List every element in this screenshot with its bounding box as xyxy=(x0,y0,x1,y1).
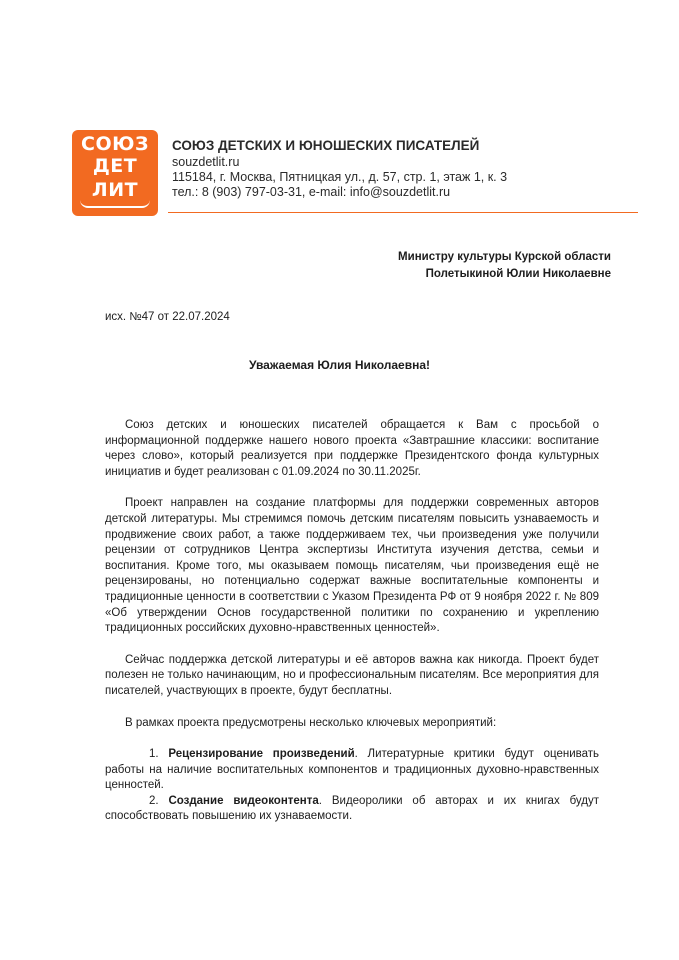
logo-line-1: СОЮЗ xyxy=(81,133,149,155)
paragraph-1: Союз детских и юношеских писателей обращается к Вам с просьбой о информационной поддержке нашего нового проекта «Завтрашние классики: воспитание через слово», который реализуется при поддержке Президентского фонда культурных инициатив и будет реализован с 01.09.2024 по 30.11.2025г. xyxy=(105,419,599,478)
list-item-title: Рецензирование произведений xyxy=(168,748,355,761)
letterhead-divider xyxy=(168,212,638,213)
org-name: СОЮЗ ДЕТСКИХ И ЮНОШЕСКИХ ПИСАТЕЛЕЙ xyxy=(172,138,480,153)
list-item-text: . Литературные критики будут оценивать работы на наличие воспитательных компонентов и традиционных духовно-нравственных ценностей. xyxy=(105,748,599,792)
outgoing-number: исх. №47 от 22.07.2024 xyxy=(105,311,230,323)
addressee-line-1: Министру культуры Курской области xyxy=(398,251,611,263)
paragraph-4: В рамках проекта предусмотрены несколько ключевых мероприятий: xyxy=(125,716,497,729)
org-site: souzdetlit.ru xyxy=(172,155,240,169)
list-item-title: Создание видеоконтента xyxy=(168,794,319,807)
souzdetlit-logo xyxy=(72,130,158,216)
org-address: 115184, г. Москва, Пятницкая ул., д. 57, стр. 1, этаж 1, к. 3 xyxy=(172,170,508,184)
logo-book-arc xyxy=(80,200,150,208)
letterhead xyxy=(172,138,612,200)
list-item-text: . Видеоролики об авторах и их книгах будут способствовать повышению их узнаваемости. xyxy=(105,794,599,823)
addressee-line-2: Полетыкиной Юлии Николаевне xyxy=(425,268,611,280)
logo-line-2: ДЕТ xyxy=(92,155,138,177)
list-item-number: 1. xyxy=(149,748,159,761)
logo-line-3: ЛИТ xyxy=(91,179,139,201)
addressee-block xyxy=(311,249,611,283)
letter-body xyxy=(105,418,599,825)
list-item xyxy=(105,794,599,825)
paragraph-3: Сейчас поддержка детской литературы и её авторов важна как никогда. Проект будет полезен не только начинающим, но и профессиональным писателям. Все мероприятия для писателей, участвующих в проекте, будут бесплатны. xyxy=(105,653,599,697)
salutation: Уважаемая Юлия Николаевна! xyxy=(248,358,431,372)
paragraph-2: Проект направлен на создание платформы для поддержки современных авторов детской литературы. Мы стремимся помочь детским писателям повысить узнаваемость и продвижение своих работ, а также поддерживаем тех, чьи произведения уже получили рецензии от сотрудников Центра экспертизы Института изучения детства, семьи и воспитания. Кроме того, мы оказываем помощь писателям, чьи произведения ещё не рецензированы, но потенциально содержат важные воспитательные компоненты и традиционные ценности в соответствии с Указом Президента РФ от 9 ноября 2022 г. № 809 «Об утверждении Основ государственной политики по сохранению и укреплению традиционных российских духовно-нравственных ценностей». xyxy=(105,497,599,635)
list-item xyxy=(105,747,599,794)
org-contacts: тел.: 8 (903) 797-03-31, e-mail: info@souzdetlit.ru xyxy=(172,185,451,199)
list-item-number: 2. xyxy=(149,794,159,807)
